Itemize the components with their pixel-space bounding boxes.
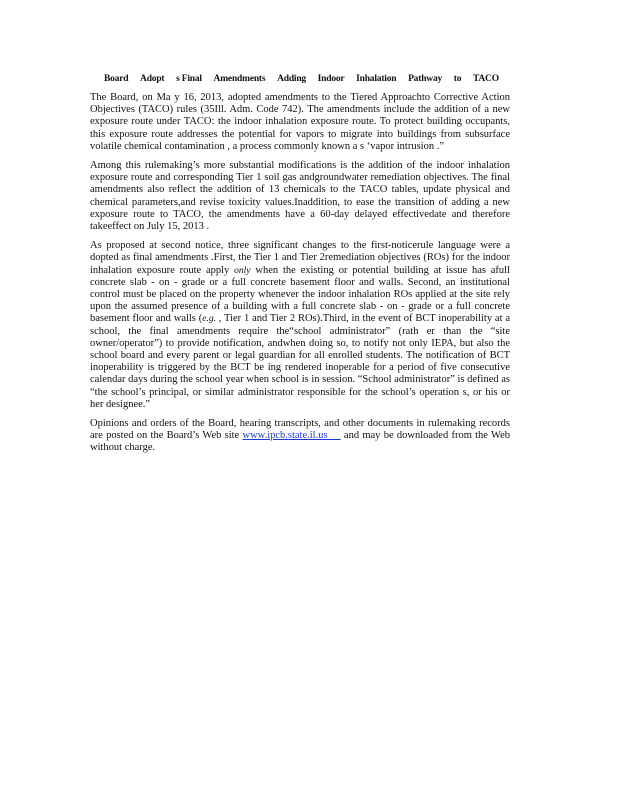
title-word: Adding <box>277 74 306 84</box>
title-word: Adopt <box>140 74 165 84</box>
paragraph-text: As proposed at second notice, three significant changes to the first-noticerule language were a dopted as final amendments .First, the Tier 1 and Tier 2remediation objectives (ROs) for the indoor inhalation exposure route apply <box>90 240 510 276</box>
board-website-link[interactable]: www.ipcb.state.il.us <box>242 430 328 442</box>
paragraph-adoption: The Board, on Ma y 16, 2013, adopted amendments to the Tiered Approachto Corrective Action Objectives (TACO) rules (35Ill. Adm. Code 742). The amendments include the addition of a new exposure route under TACO: the indoor inhalation exposure route. To protect building occupants, this exposure route addresses the potential for vapors to migrate into buildings from subsurface volatile chemical contamination , a process commonly known a s ‘vapor intrusion .” <box>90 92 510 152</box>
title-word: Pathway <box>408 74 443 84</box>
paragraph-modifications: Among this rulemaking’s more substantial modifications is the addition of the indoor inhalation exposure route and corresponding Tier 1 soil gas andgroundwater remediation objectives. The final amendments also reflect the addition of 13 chemicals to the TACO tables, update physical and chemical parameters,and revise toxicity values.Inaddition, to ease the transition of adding a new exposure route to TACO, the amendments have a 60-day delayed effectivedate and therefore takeeffect on July 15, 2013 . <box>90 160 510 233</box>
document-title <box>104 74 499 84</box>
paragraph-text: Opinions and orders of the Board, hearing transcripts, and other documents in rulemaking records are posted on the Board’s Web site <box>90 418 510 442</box>
paragraph-changes <box>90 240 510 411</box>
emphasis-eg: e.g. <box>202 314 216 325</box>
title-word: TACO <box>472 74 499 84</box>
title-word: Indoor <box>317 74 345 84</box>
title-word: Inhalation <box>356 74 397 84</box>
link-underline-tail <box>328 430 341 441</box>
title-word: s Final <box>176 74 202 84</box>
document-body <box>90 92 510 462</box>
paragraph-text: and may be downloaded from the Web without charge. <box>90 430 511 454</box>
title-word: to <box>453 74 462 84</box>
paragraph-text: when the existing or potential building at issue has afull concrete slab - on - grade or a full concrete basement floor and walls. Second, an institutional control must be placed on the property whenever the indoor inhalation ROs applied at the site rely upon the assumed presence of a building with a full concrete slab - on - grade or a full concrete basement floor and walls ( <box>90 264 511 325</box>
paragraph-website <box>90 418 510 455</box>
title-word: Board <box>104 74 129 84</box>
title-word: Amendments <box>213 74 266 84</box>
paragraph-text: , Tier 1 and Tier 2 ROs).Third, in the event of BCT inoperability at a school, the final amendments require the“school administrator” (rath er than the “site owner/operator”) to provide notification, andwhen doing so, to notify not only IEPA, but also the school board and every parent or legal guardian for all enrolled students. The notification of BCT inoperability is triggered by the BCT be ing rendered inoperable for a period of five consecutive calendar days during the school year when school is in session. “School administrator” is defined as “the school’s principal, or similar administrator responsible for the school’s operation s, or his or her designee.” <box>90 313 510 410</box>
emphasis-only: only <box>234 265 251 276</box>
